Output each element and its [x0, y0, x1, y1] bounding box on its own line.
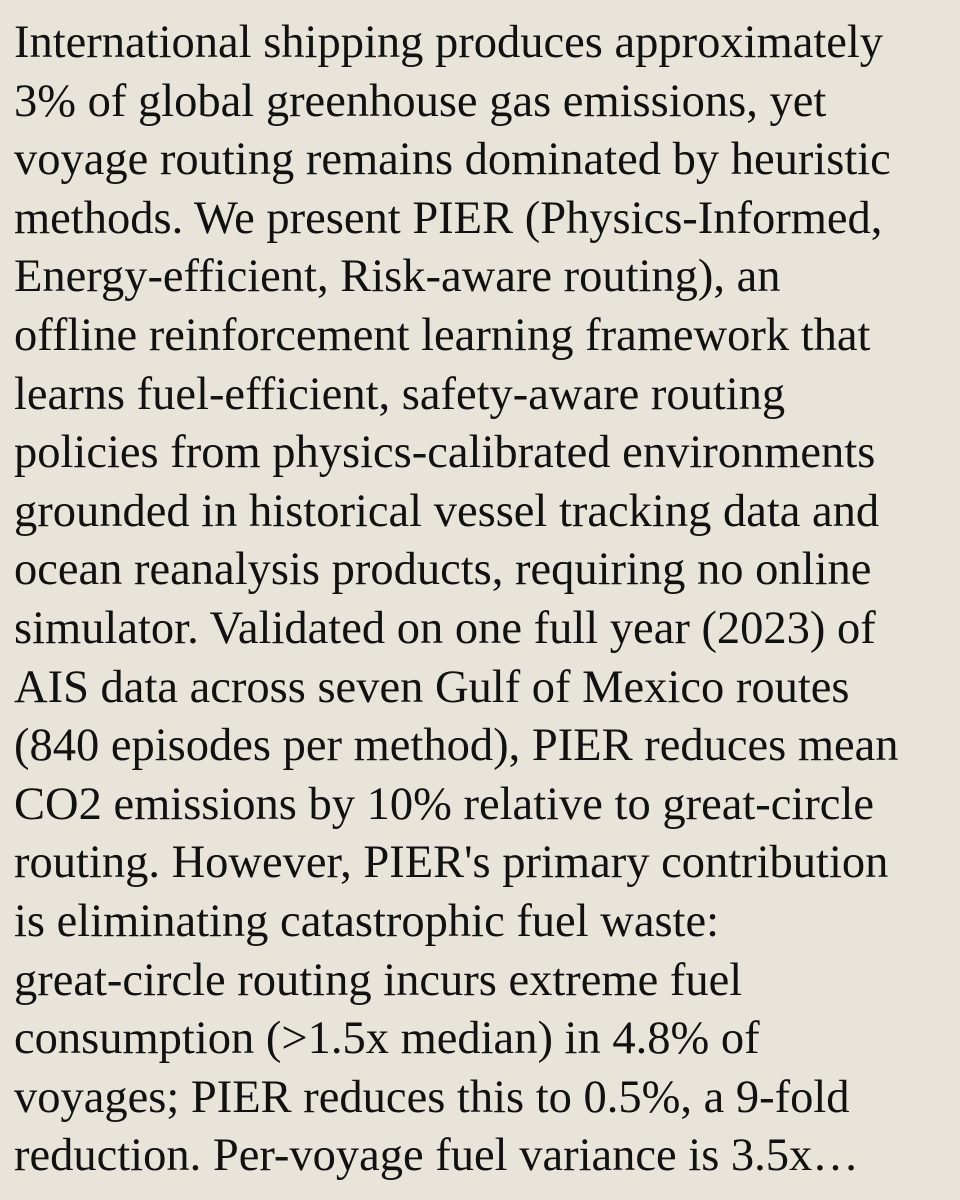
- text-line: offline reinforcement learning framework that: [14, 309, 871, 361]
- text-line: great-circle routing incurs extreme fuel: [14, 954, 743, 1006]
- text-line: reduction. Per-voyage fuel variance is 3.5x…: [14, 1130, 859, 1182]
- text-line: is eliminating catastrophic fuel waste:: [14, 895, 720, 947]
- text-line: voyages; PIER reduces this to 0.5%, a 9-fold: [14, 1071, 850, 1123]
- text-line: (840 episodes per method), PIER reduces mean: [14, 720, 899, 772]
- text-line: policies from physics-calibrated environments: [14, 427, 876, 479]
- text-line: Energy-efficient, Risk-aware routing), an: [14, 251, 781, 303]
- text-line: consumption (>1.5x median) in 4.8% of: [14, 1013, 760, 1065]
- text-line: CO2 emissions by 10% relative to great-circle: [14, 778, 875, 830]
- abstract-text: [14, 14, 954, 1186]
- text-line: routing. However, PIER's primary contribution: [14, 837, 889, 889]
- text-line: International shipping produces approximately: [14, 17, 884, 68]
- text-line: learns fuel-efficient, safety-aware routing: [14, 368, 786, 420]
- text-line: simulator. Validated on one full year (2023) of: [14, 602, 876, 654]
- text-line: 3% of global greenhouse gas emissions, yet: [14, 75, 827, 127]
- text-line: grounded in historical vessel tracking data and: [14, 485, 880, 537]
- text-line: AIS data across seven Gulf of Mexico routes: [14, 661, 850, 713]
- text-line: methods. We present PIER (Physics-Informed,: [14, 192, 883, 244]
- text-line: ocean reanalysis products, requiring no online: [14, 544, 872, 596]
- text-line: voyage routing remains dominated by heuristic: [14, 134, 891, 186]
